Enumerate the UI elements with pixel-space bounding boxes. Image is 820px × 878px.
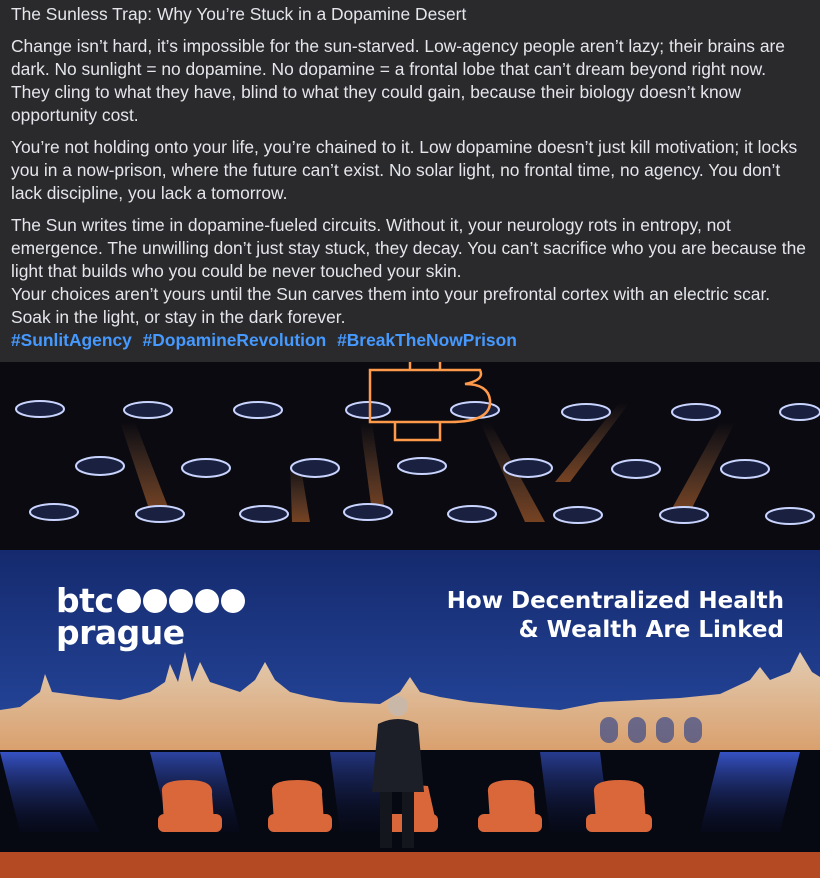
post-paragraph-2: You’re not holding onto your life, you’re chained to it. Low dopamine doesn’t just kill motivation; it locks you in a now-prison, where the future can’t exist. No solar light, no frontal time, no agency. You don’t lack discipline, you lack a tomorrow. — [11, 137, 798, 203]
logo-btc-text: btc — [56, 581, 114, 620]
stage-edge — [0, 852, 820, 878]
banner-headline-line-1: How Decentralized Health — [446, 588, 784, 614]
post-title: The Sunless Trap: Why You’re Stuck in a Dopamine Desert — [11, 4, 467, 24]
banner-headline — [447, 587, 784, 645]
post-text — [0, 0, 820, 362]
btc-prague-logo — [56, 581, 247, 652]
logo-dots-icon — [117, 589, 247, 613]
logo-prague-text: prague — [56, 613, 185, 652]
post-paragraph-3: The Sun writes time in dopamine-fueled circuits. Without it, your neurology rots in entropy, not emergence. The unwilling don’t just stay stuck, they decay. You can’t sacrifice who you are because the light that builds who you could be never touched your skin. — [11, 215, 806, 281]
post-paragraph-1: Change isn’t hard, it’s impossible for the sun-starved. Low-agency people aren’t lazy; their brains are dark. No sunlight = no dopamine. No dopamine = a frontal lobe that can’t dream beyond right now. They cling to what they have, blind to what they could gain, because their biology doesn’t know opportunity cost. — [11, 36, 785, 125]
hashtag-link[interactable]: #DopamineRevolution — [142, 330, 327, 350]
hashtag-link[interactable]: #SunlitAgency — [11, 330, 132, 350]
hashtag-link[interactable]: #BreakTheNowPrison — [337, 330, 517, 350]
post-paragraph-4: Your choices aren’t yours until the Sun carves them into your prefrontal cortex with an electric scar. Soak in the light, or stay in the dark forever. — [11, 284, 771, 327]
banner-headline-line-2: & Wealth Are Linked — [518, 617, 784, 643]
hashtag-list — [11, 329, 808, 352]
